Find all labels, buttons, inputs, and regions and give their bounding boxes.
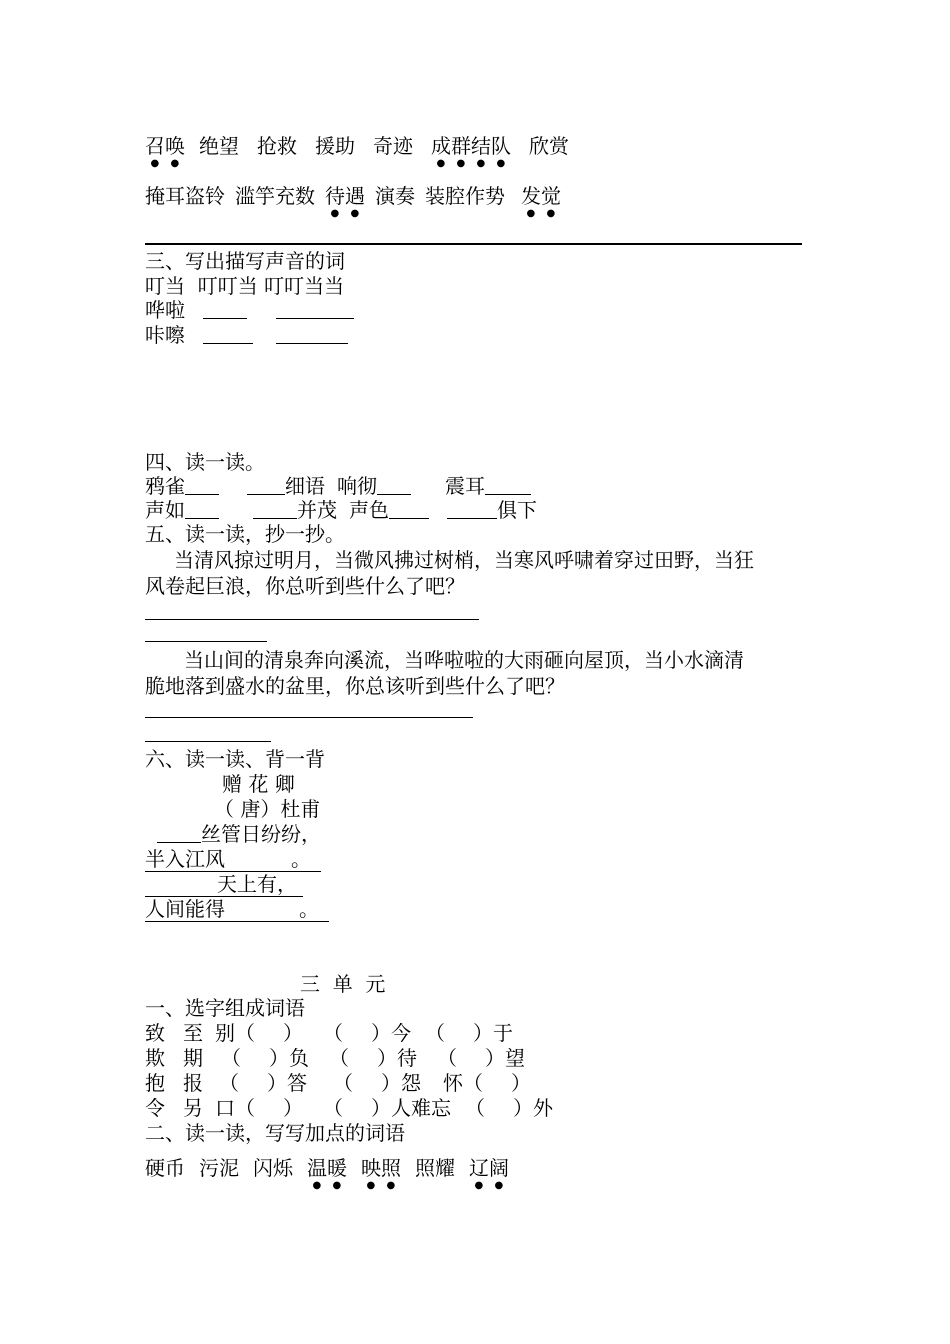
sec3-row1: 叮当 叮叮当 叮叮当当: [145, 274, 345, 298]
unit3-heading: 三 单 元: [300, 972, 386, 996]
word-zhaohuan: 召唤: [145, 134, 185, 158]
sec3-row3: [145, 323, 348, 347]
poem-title: 赠 花 卿: [222, 772, 295, 796]
sec5-p2-line1: 当山间的清泉奔向溪流，当哗啦啦的大雨砸向屋顶，当小水滴清: [184, 648, 744, 672]
blank[interactable]: [203, 300, 247, 319]
sec3-title: 三、写出描写声音的词: [145, 249, 345, 273]
word-yingzhao: 映照: [361, 1156, 401, 1180]
poem-line-1: 丝管日纷纷，: [157, 822, 321, 846]
sec5-title: 五、读一读，抄一抄。: [145, 522, 345, 546]
answer-line[interactable]: [145, 619, 479, 620]
sec3-row2: [145, 298, 354, 322]
unit3-row2: 欺 期 （ ）负 （ ）待 （ ）望: [145, 1046, 525, 1070]
poem-line-4: 人间能得 。: [145, 897, 329, 921]
blank[interactable]: [157, 824, 201, 843]
blank[interactable]: [485, 476, 531, 495]
unit3-row1: 致 至 别（ ） （ ）今 （ ）于: [145, 1021, 513, 1045]
word-yuanzhu: 援助: [315, 134, 355, 158]
word-wuni: 污泥: [199, 1156, 239, 1180]
unit3-row3: 抱 报 （ ）答 （ ）怨 怀（ ）: [145, 1071, 531, 1095]
word-chengqunjiedui: 成群结队: [431, 134, 511, 158]
word-yingbi: 硬币: [145, 1156, 185, 1180]
blank[interactable]: [185, 476, 219, 495]
idiom-shengru: 声如: [145, 498, 185, 522]
poem-line-3: 天上有，: [145, 872, 303, 896]
blank[interactable]: [203, 325, 253, 344]
sec4-row1: [145, 474, 531, 498]
blank[interactable]: [276, 300, 354, 319]
sec4-title: 四、读一读。: [145, 450, 265, 474]
sec5-p1-line1: 当清风掠过明月，当微风拂过树梢，当寒风呼啸着穿过田野，当狂: [174, 548, 754, 572]
word-daiyu: 待遇: [325, 184, 365, 208]
word-zhaoyao: 照耀: [415, 1156, 455, 1180]
sec3-row3-label: 咔嚓: [145, 323, 185, 347]
word-qiji: 奇迹: [373, 134, 413, 158]
sec5-p1-line2: 风卷起巨浪，你总听到些什么了吧？: [145, 574, 465, 598]
word-yanerdaoling: 掩耳盗铃: [145, 184, 225, 208]
blank[interactable]: [247, 476, 285, 495]
word-list-2: [145, 184, 575, 219]
sec3-row2-label: 哗啦: [145, 298, 185, 322]
blank[interactable]: [377, 476, 411, 495]
blank[interactable]: [389, 500, 429, 519]
sec5-p2-line2: 脆地落到盛水的盆里，你总该听到些什么了吧？: [145, 674, 565, 698]
idiom-shengse: 声色: [349, 498, 389, 522]
word-yanzou: 演奏: [375, 184, 415, 208]
idiom-bingmao: 并茂: [297, 498, 337, 522]
unit3-q1-title: 一、选字组成词语: [145, 996, 305, 1020]
word-lanyuchongshu: 滥竽充数: [235, 184, 315, 208]
answer-line[interactable]: [145, 717, 473, 718]
answer-line[interactable]: [145, 741, 271, 742]
word-liaokuo: 辽阔: [469, 1156, 509, 1180]
word-faju: 发觉: [521, 184, 561, 208]
word-qiangjiu: 抢救: [257, 134, 297, 158]
idiom-juxia: 俱下: [497, 498, 537, 522]
blank[interactable]: [253, 500, 297, 519]
word-xinshang: 欣赏: [529, 134, 569, 158]
word-list-1: [145, 134, 583, 169]
word-wennuan: 温暖: [307, 1156, 347, 1180]
idiom-yaque: 鸦雀: [145, 474, 185, 498]
unit3-word-list: [145, 1156, 523, 1191]
blank[interactable]: [185, 500, 219, 519]
sec4-row2: [145, 498, 537, 522]
blank[interactable]: [276, 325, 348, 344]
idiom-xiyu: 细语: [285, 474, 325, 498]
answer-line[interactable]: [145, 641, 267, 642]
unit3-row4: 令 另 口（ ） （ ）人难忘 （ ）外: [145, 1096, 553, 1120]
poem-author: （ 唐）杜甫: [214, 797, 321, 821]
word-shanshuo: 闪烁: [253, 1156, 293, 1180]
word-zhuangqiangzuoshi: 装腔作势: [425, 184, 505, 208]
poem-line-2: 半入江风 。: [145, 847, 321, 871]
divider-line: [145, 243, 802, 245]
sec6-title: 六、读一读、背一背: [145, 747, 325, 771]
word-juewang: 绝望: [199, 134, 239, 158]
blank[interactable]: [447, 500, 497, 519]
idiom-zhener: 震耳: [445, 474, 485, 498]
idiom-xiangche: 响彻: [337, 474, 377, 498]
unit3-q2-title: 二、读一读，写写加点的词语: [145, 1121, 405, 1145]
